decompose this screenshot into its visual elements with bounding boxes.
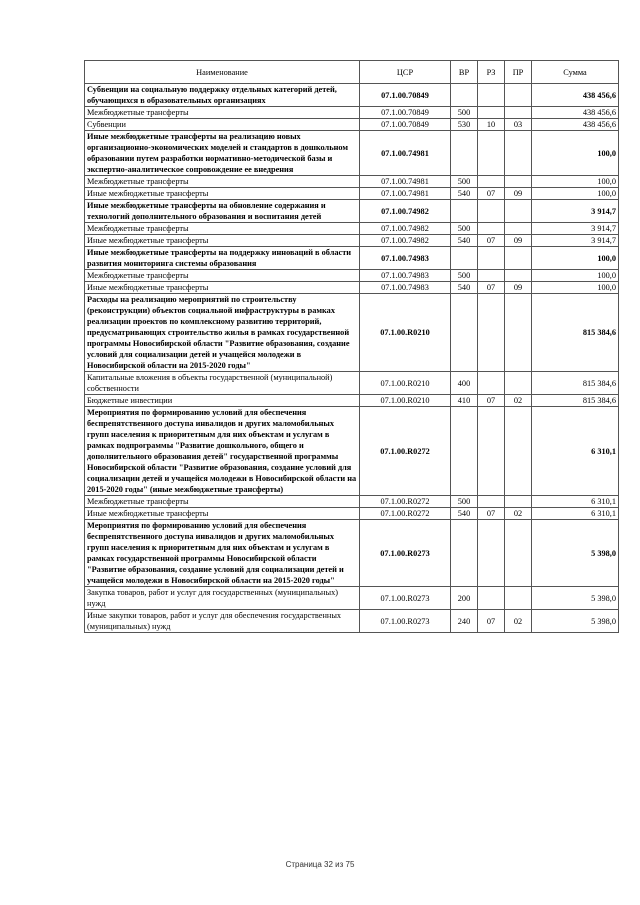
cell-pr bbox=[505, 587, 532, 610]
cell-rz: 07 bbox=[478, 282, 505, 294]
cell-sum: 100,0 bbox=[532, 188, 619, 200]
cell-csr: 07.1.00.R0272 bbox=[360, 496, 451, 508]
cell-sum: 6 310,1 bbox=[532, 496, 619, 508]
cell-rz bbox=[478, 84, 505, 107]
cell-vr: 500 bbox=[451, 270, 478, 282]
header-rz: РЗ bbox=[478, 61, 505, 84]
table-row bbox=[85, 610, 619, 633]
cell-csr: 07.1.00.R0272 bbox=[360, 508, 451, 520]
cell-rz: 07 bbox=[478, 235, 505, 247]
cell-sum: 815 384,6 bbox=[532, 294, 619, 372]
table-row bbox=[85, 119, 619, 131]
cell-vr bbox=[451, 131, 478, 176]
table-row bbox=[85, 395, 619, 407]
cell-pr: 02 bbox=[505, 395, 532, 407]
cell-csr: 07.1.00.R0210 bbox=[360, 294, 451, 372]
cell-vr bbox=[451, 520, 478, 587]
cell-csr: 07.1.00.74981 bbox=[360, 188, 451, 200]
cell-vr bbox=[451, 84, 478, 107]
cell-csr: 07.1.00.R0210 bbox=[360, 372, 451, 395]
cell-rz bbox=[478, 587, 505, 610]
cell-pr: 02 bbox=[505, 508, 532, 520]
cell-vr bbox=[451, 247, 478, 270]
table-body bbox=[85, 84, 619, 633]
cell-vr: 500 bbox=[451, 223, 478, 235]
table-row-section bbox=[85, 200, 619, 223]
cell-rz: 07 bbox=[478, 508, 505, 520]
cell-sum: 3 914,7 bbox=[532, 200, 619, 223]
cell-vr: 530 bbox=[451, 119, 478, 131]
cell-pr bbox=[505, 247, 532, 270]
cell-sum: 438 456,6 bbox=[532, 107, 619, 119]
cell-rz bbox=[478, 294, 505, 372]
cell-pr bbox=[505, 270, 532, 282]
cell-rz: 07 bbox=[478, 395, 505, 407]
header-pr: ПР bbox=[505, 61, 532, 84]
cell-vr: 540 bbox=[451, 508, 478, 520]
cell-csr: 07.1.00.R0273 bbox=[360, 520, 451, 587]
cell-rz bbox=[478, 247, 505, 270]
cell-name: Иные межбюджетные трансферты на реализацию новых организационно-экономических моделей и стандартов в дошкольном образовании путем разработки нормативно-методической базы и экспертно-аналитическое сопровождение ее внедрения bbox=[85, 131, 360, 176]
table-header-row bbox=[85, 61, 619, 84]
cell-csr: 07.1.00.74982 bbox=[360, 235, 451, 247]
cell-rz bbox=[478, 176, 505, 188]
cell-pr bbox=[505, 107, 532, 119]
cell-sum: 100,0 bbox=[532, 176, 619, 188]
cell-sum: 100,0 bbox=[532, 131, 619, 176]
cell-name: Расходы на реализацию мероприятий по строительству (реконструкции) объектов социальной инфраструктуры в рамках реализации проектов по комплексному развитию территорий, предусматривающих строительство жилья в рамках государственной программы Новосибирской области "Развитие образования, создание условий для социализации детей и учащейся молодежи в Новосибирской области на 2015-2020 годы" bbox=[85, 294, 360, 372]
cell-name: Бюджетные инвестиции bbox=[85, 395, 360, 407]
cell-rz: 10 bbox=[478, 119, 505, 131]
cell-pr bbox=[505, 131, 532, 176]
cell-csr: 07.1.00.74982 bbox=[360, 223, 451, 235]
cell-sum: 3 914,7 bbox=[532, 223, 619, 235]
cell-name: Иные межбюджетные трансферты bbox=[85, 188, 360, 200]
cell-csr: 07.1.00.74981 bbox=[360, 176, 451, 188]
cell-sum: 438 456,6 bbox=[532, 84, 619, 107]
cell-sum: 3 914,7 bbox=[532, 235, 619, 247]
cell-vr bbox=[451, 294, 478, 372]
cell-sum: 5 398,0 bbox=[532, 587, 619, 610]
cell-vr: 540 bbox=[451, 188, 478, 200]
page-footer: Страница 32 из 75 bbox=[285, 860, 355, 869]
cell-sum: 5 398,0 bbox=[532, 520, 619, 587]
cell-name: Межбюджетные трансферты bbox=[85, 223, 360, 235]
table-row bbox=[85, 107, 619, 119]
cell-sum: 6 310,1 bbox=[532, 407, 619, 496]
cell-vr bbox=[451, 407, 478, 496]
cell-sum: 100,0 bbox=[532, 247, 619, 270]
cell-sum: 815 384,6 bbox=[532, 372, 619, 395]
cell-csr: 07.1.00.74983 bbox=[360, 282, 451, 294]
cell-vr: 240 bbox=[451, 610, 478, 633]
table-row-section bbox=[85, 294, 619, 372]
cell-csr: 07.1.00.74982 bbox=[360, 200, 451, 223]
table-row bbox=[85, 587, 619, 610]
cell-name: Межбюджетные трансферты bbox=[85, 107, 360, 119]
table-row bbox=[85, 223, 619, 235]
cell-csr: 07.1.00.R0273 bbox=[360, 610, 451, 633]
cell-name: Межбюджетные трансферты bbox=[85, 176, 360, 188]
cell-vr: 540 bbox=[451, 235, 478, 247]
cell-sum: 100,0 bbox=[532, 282, 619, 294]
cell-sum: 100,0 bbox=[532, 270, 619, 282]
cell-csr: 07.1.00.70849 bbox=[360, 84, 451, 107]
cell-vr: 500 bbox=[451, 496, 478, 508]
budget-table bbox=[84, 60, 619, 633]
cell-pr: 09 bbox=[505, 282, 532, 294]
cell-name: Закупка товаров, работ и услуг для государственных (муниципальных) нужд bbox=[85, 587, 360, 610]
cell-pr bbox=[505, 223, 532, 235]
cell-name: Иные закупки товаров, работ и услуг для обеспечения государственных (муниципальных) нужд bbox=[85, 610, 360, 633]
cell-pr bbox=[505, 496, 532, 508]
cell-pr: 02 bbox=[505, 610, 532, 633]
cell-name: Субвенции bbox=[85, 119, 360, 131]
table-row-section bbox=[85, 131, 619, 176]
cell-name: Субвенции на социальную поддержку отдельных категорий детей, обучающихся в образовательных организациях bbox=[85, 84, 360, 107]
cell-pr: 09 bbox=[505, 188, 532, 200]
cell-vr: 540 bbox=[451, 282, 478, 294]
cell-name: Мероприятия по формированию условий для обеспечения беспрепятственного доступа инвалидов и других маломобильных групп населения к приоритетным для них объектам и услугам в рамках подпрограммы "Развитие дошкольного, общего и дополнительного образования детей" государственной программы Новосибирской области "Развитие образования, создание условий для социализации детей и учащейся молодежи в Новосибирской области на 2015-2020 годы" (иные межбюджетные трансферты) bbox=[85, 407, 360, 496]
table-row-section bbox=[85, 84, 619, 107]
table-row-section bbox=[85, 520, 619, 587]
cell-name: Иные межбюджетные трансферты bbox=[85, 235, 360, 247]
cell-name: Межбюджетные трансферты bbox=[85, 496, 360, 508]
cell-name: Иные межбюджетные трансферты bbox=[85, 282, 360, 294]
cell-pr bbox=[505, 200, 532, 223]
cell-vr: 200 bbox=[451, 587, 478, 610]
table-row bbox=[85, 508, 619, 520]
table-row bbox=[85, 496, 619, 508]
cell-pr bbox=[505, 176, 532, 188]
cell-rz bbox=[478, 107, 505, 119]
cell-csr: 07.1.00.74983 bbox=[360, 247, 451, 270]
cell-vr: 410 bbox=[451, 395, 478, 407]
cell-name: Иные межбюджетные трансферты на обновление содержания и технологий дополнительного образования и воспитания детей bbox=[85, 200, 360, 223]
table-row bbox=[85, 176, 619, 188]
cell-pr bbox=[505, 84, 532, 107]
cell-rz bbox=[478, 223, 505, 235]
table-row bbox=[85, 282, 619, 294]
cell-csr: 07.1.00.R0272 bbox=[360, 407, 451, 496]
cell-pr bbox=[505, 520, 532, 587]
table-row-section bbox=[85, 407, 619, 496]
table-row bbox=[85, 188, 619, 200]
table-row bbox=[85, 372, 619, 395]
cell-name: Мероприятия по формированию условий для обеспечения беспрепятственного доступа инвалидов и других маломобильных групп населения к приоритетным для них объектам и услугам в рамках государственной программы Новосибирской области "Развитие образования, создание условий для социализации детей и учащейся молодежи в Новосибирской области на 2015-2020 годы" bbox=[85, 520, 360, 587]
cell-csr: 07.1.00.70849 bbox=[360, 119, 451, 131]
header-vr: ВР bbox=[451, 61, 478, 84]
header-sum: Сумма bbox=[532, 61, 619, 84]
cell-pr bbox=[505, 372, 532, 395]
cell-csr: 07.1.00.74981 bbox=[360, 131, 451, 176]
cell-rz bbox=[478, 520, 505, 587]
table-row bbox=[85, 235, 619, 247]
table-row bbox=[85, 270, 619, 282]
header-name: Наименование bbox=[85, 61, 360, 84]
cell-csr: 07.1.00.R0273 bbox=[360, 587, 451, 610]
cell-pr: 03 bbox=[505, 119, 532, 131]
cell-vr: 500 bbox=[451, 176, 478, 188]
cell-csr: 07.1.00.R0210 bbox=[360, 395, 451, 407]
cell-sum: 6 310,1 bbox=[532, 508, 619, 520]
cell-vr bbox=[451, 200, 478, 223]
cell-name: Капитальные вложения в объекты государственной (муниципальной) собственности bbox=[85, 372, 360, 395]
cell-rz bbox=[478, 270, 505, 282]
cell-pr bbox=[505, 407, 532, 496]
cell-sum: 815 384,6 bbox=[532, 395, 619, 407]
cell-name: Иные межбюджетные трансферты bbox=[85, 508, 360, 520]
cell-pr: 09 bbox=[505, 235, 532, 247]
cell-csr: 07.1.00.74983 bbox=[360, 270, 451, 282]
cell-csr: 07.1.00.70849 bbox=[360, 107, 451, 119]
cell-rz bbox=[478, 372, 505, 395]
table-row-section bbox=[85, 247, 619, 270]
cell-vr: 500 bbox=[451, 107, 478, 119]
cell-rz bbox=[478, 131, 505, 176]
cell-sum: 5 398,0 bbox=[532, 610, 619, 633]
cell-rz bbox=[478, 496, 505, 508]
cell-name: Межбюджетные трансферты bbox=[85, 270, 360, 282]
cell-vr: 400 bbox=[451, 372, 478, 395]
cell-rz bbox=[478, 407, 505, 496]
cell-rz: 07 bbox=[478, 188, 505, 200]
header-csr: ЦСР bbox=[360, 61, 451, 84]
cell-rz: 07 bbox=[478, 610, 505, 633]
cell-rz bbox=[478, 200, 505, 223]
cell-sum: 438 456,6 bbox=[532, 119, 619, 131]
cell-pr bbox=[505, 294, 532, 372]
cell-name: Иные межбюджетные трансферты на поддержку инноваций в области развития мониторинга системы образования bbox=[85, 247, 360, 270]
